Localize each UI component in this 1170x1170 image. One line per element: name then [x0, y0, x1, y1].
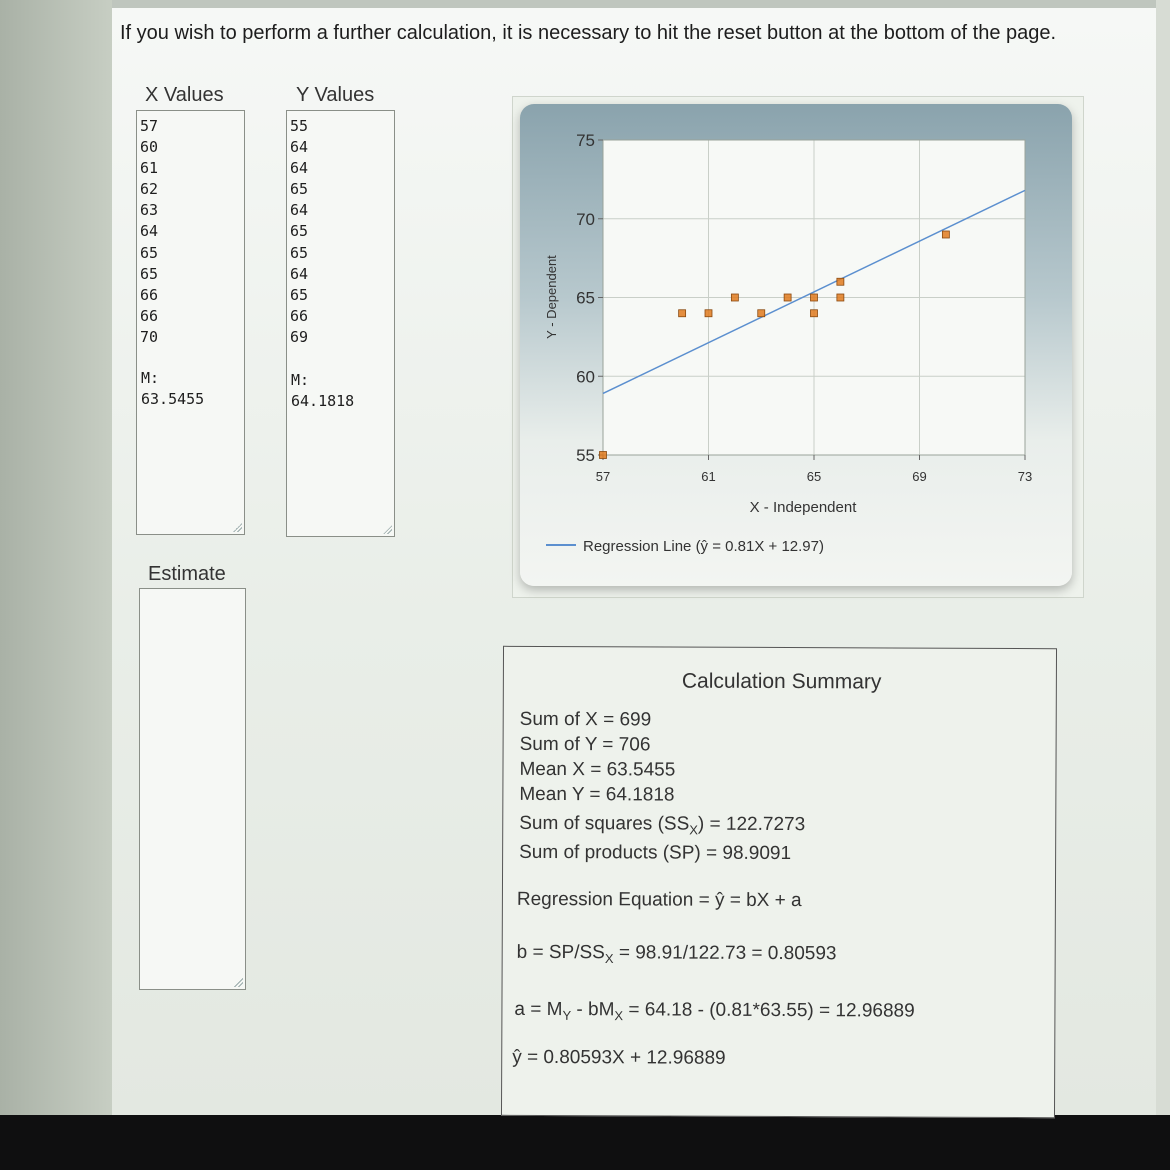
data-point [679, 310, 686, 317]
x-axis [596, 455, 1032, 484]
y-tick-label: 65 [576, 288, 595, 308]
x-tick-label: 61 [701, 469, 716, 484]
summary-title: Calculation Summary [681, 669, 882, 694]
legend-label: Regression Line (ŷ = 0.81X + 12.97) [583, 538, 824, 555]
mean-x: Mean X = 63.5455 [519, 758, 676, 781]
data-point [837, 294, 844, 301]
y-tick-label: 75 [576, 131, 595, 150]
regression-equation: Regression Equation = ŷ = bX + a [516, 888, 802, 912]
y-mean-label: M: [291, 371, 310, 389]
y-tick-label: 55 [576, 446, 595, 465]
y-axis [576, 131, 603, 465]
y-values-label: Y Values [296, 84, 375, 106]
x-tick-label: 57 [595, 469, 611, 484]
x-values-label: X Values [145, 84, 224, 106]
data-point [811, 294, 818, 301]
data-point [837, 278, 844, 285]
b-calculation: $b = SP/SS_X = 98.91/122.73 = 0.80593$ [516, 941, 837, 967]
estimate-label: Estimate [148, 563, 226, 585]
y-mean-value: 64.1818 [291, 392, 355, 410]
data-point [705, 310, 712, 317]
x-mean-label: M: [141, 369, 160, 387]
y-axis-label: Y - Dependent [544, 255, 559, 339]
sum-y: Sum of Y = 706 [519, 733, 651, 756]
x-tick-label: 69 [912, 469, 927, 484]
instruction-text: If you wish to perform a further calculation, it is necessary to hit the reset button at the bottom of the page. [120, 22, 1057, 44]
data-point [784, 294, 791, 301]
x-mean-value: 63.5455 [141, 390, 205, 408]
calculation-summary [501, 646, 1057, 1118]
data-point [600, 452, 607, 459]
x-axis-label: X - Independent [749, 499, 857, 516]
sum-of-squares: Sum of squares $(SS_X) = 122.7273$ [519, 812, 806, 838]
y-values-list: 55 64 64 65 64 65 65 64 65 66 69 [290, 117, 309, 346]
x-values-list: 57 60 61 62 63 64 65 65 66 66 70 [140, 117, 159, 346]
x-tick-label: 65 [806, 469, 822, 484]
sum-x: Sum of X = 699 [519, 708, 652, 731]
data-point [758, 310, 765, 317]
final-equation: ŷ = 0.80593X + 12.96889 [512, 1046, 726, 1069]
y-tick-label: 70 [576, 209, 595, 229]
data-point [731, 294, 738, 301]
x-tick-label: 73 [1017, 469, 1033, 484]
a-calculation: $a = M_Y - bM_X = 64.18 - (0.81*63.55) = 12.96889$ [514, 998, 915, 1024]
mean-y: Mean Y = 64.1818 [519, 783, 675, 806]
data-point [811, 310, 818, 317]
y-tick-label: 60 [576, 367, 595, 387]
data-point [942, 231, 949, 238]
sum-of-products: Sum of products (SP) = 98.9091 [519, 841, 792, 865]
